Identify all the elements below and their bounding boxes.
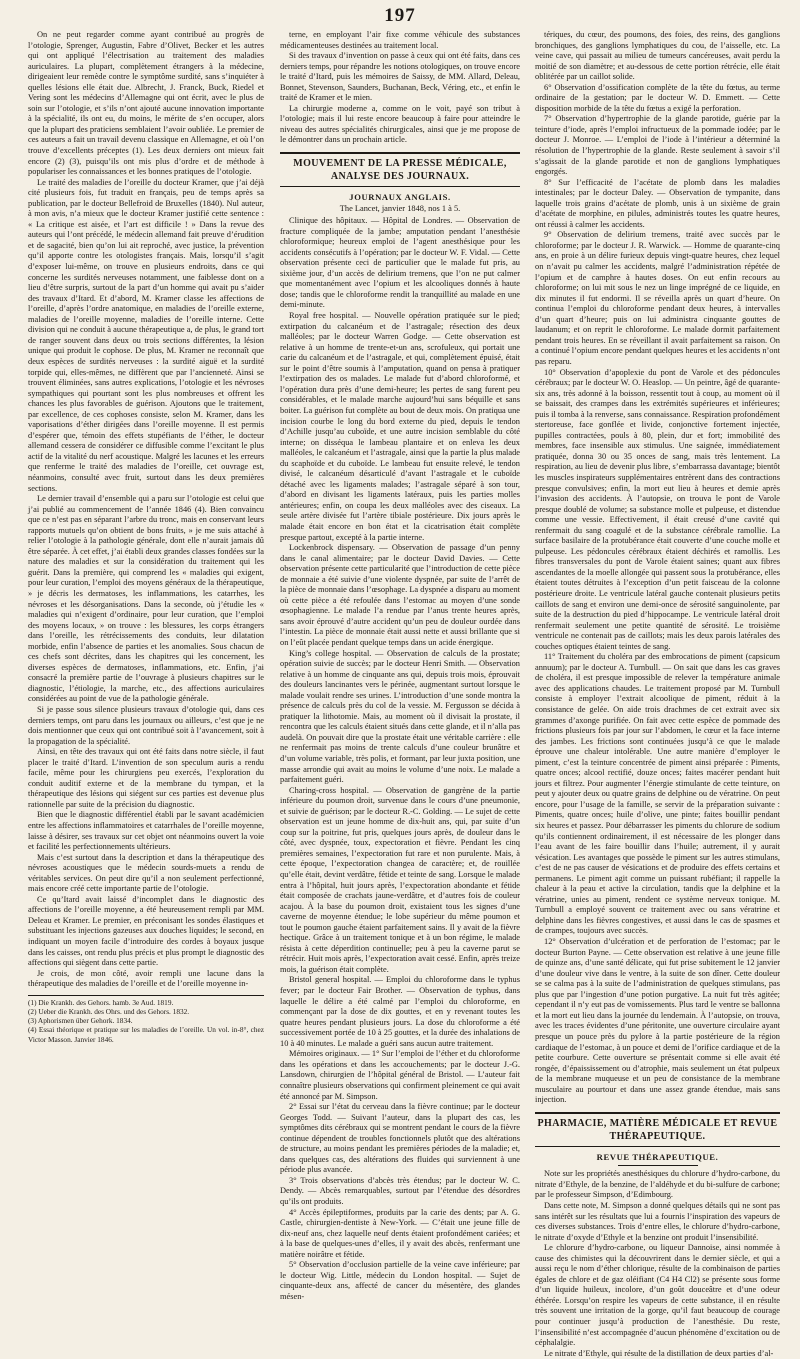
paragraph: 11° Traitement du choléra par des embrocations de piment (capsicum annuum); par le docteur A. Turnbull. — On sait que dans les cas graves de choléra, il est presque impossible de relever la température animale avec des applications chaudes. Le traitement proposé par M. Turnbull consiste à employer l’extrait alcoolique de piment, réduit à la consistance de gelée. On aide trois drachmes de cet extrait avec six grammes d’axonge purifiée. On fait avec cette espèce de pommade des frictions plusieurs fois par jour sur l’abdomen, le cœur et la face interne des jambes. Les frictions sont continuées jusqu’à ce que le malade éprouve une chaleur intolérable. Une autre manière d’employer le piment, c’est la teinture concentrée de piment ainsi préparée : Piments, quatre onces; alcool rectifié, douze onces; faites macérer pendant huit jours et filtrez. Pour augmenter l’énergie stimulante de cette teinture, on peut y ajouter deux ou quatre grains de delphine ou de vératrine. On peut encore, pour l’usage de la famille, se servir de la préparation suivante : Piments, quatre onces; huile d’olive, une pinte; faites bouillir pendant six heures et passez. Pour débarrasser les piments du chlorure de sodium qu’ils contiennent ordinairement, il est nécessaire de les plonger dans l’eau avant de les faire bouillir dans l’huile; autrement, il y aurait vésication. Les avantages que possède le piment sur les autres stimulans, c’est de ne pas causer de vésications et de produire des effets certains et permanens. Le piment agit comme un puissant rubéfiant; il rappelle la chaleur à la peau et active la circulation, tandis que la delphine et la vératrine, unies au piment, rendent ce système nerveux tonique. M. Turnbull a employé souvent ce traitement avec ou sans vératrine et delphine dans les fièvres congestives, et aussi dans le cas de spasmes et de crampes, toujours avec succès.	[535, 652, 780, 936]
paragraph: Lockenbrock dispensary. — Observation de passage d’un penny dans le canal alimentaire; par le docteur David Davies. — Cette observation présente cette particularité que l’introduction de cette pièce de monnaie a été suivie d’une violente dyspnée, par suite de l’arrêt de la pièce de monnaie dans l’œsophage. La dyspnée a disparu au moment où cette pièce a été refoulée dans l’estomac au moyen d’une sonde œsophagienne. Le malade l’a rendue par l’anus trente heures après, sans avoir éprouvé d’autre accident qu’un peu de douleur ourdée dans l’intestin. La pièce de monnaie était aussi nette et aussi brillante que si on l’eût placée pendant quelque temps dans un acide énergique.	[280, 543, 520, 647]
footnote: (1) Die Krankh. des Gehors. hamb. 3e Aud. 1819.	[28, 997, 174, 1007]
paragraph: tériques, du cœur, des poumons, des foies, des reins, des ganglions bronchiques, des ganglions lymphatiques du cou, de l’aisselle, etc. La veine cave, qui passait au milieu de tumeurs cancéreuses, avait perdu la moitié de son diamètre; et au-dessous de cette portion rétrécie, elle était oblitérée par un caillot solide.	[535, 30, 780, 82]
paragraph: La chirurgie moderne a, comme on le voit, payé son tribut à l’otologie; mais il lui reste encore beaucoup à faire pour atteindre le niveau des autres spécialités chirurgicales, ainsi que je me propose de le démontrer dans un prochain article.	[280, 103, 520, 145]
paragraph: Le dernier travail d’ensemble qui a paru sur l’otologie est celui que j’ai publié au commencement de l’année 1846 (4). Bien convaincu que ce n’est pas en séparant l’arbre du tronc, mais en conservant leurs rapports mutuels qu’on obtient de bons fruits, » je me suis attaché à relier l’otologie à la pathologie générale, dont elle n’aurait jamais dû être séparée. À cet effet, j’ai établi deux grandes classes fondées sur la nature des maladies et sur la considération du traitement qui les guérit. Dans la première, qui comprend les « maladies qui exigent, pour leur curation, l’emploi des moyens généraux de la thérapeutique, » je décris les dermatoses, les inflammations, les catarrhes, les névroses et les désorganisations. Dans la seconde, où j’étudie les « maladies qui n’exigent d’ordinaire, pour leur curation, que l’emploi des moyens locaux, » on trouve : les blessures, les corps étrangers dans l’oreille, les rétrécissements des conduits, leur dilatation morbide, enfin l’absence de parties et les anomalies. Sous chacun de ces chefs sont décrites, dans les chapitres qui les concernent, les diverses espèces de dermatoses, inflammations, etc. Enfin, j’ai consacré la première partie de l’ouvrage à plusieurs chapitres sur le diagnostic, l’étiologie, la marche, etc., des affections auriculaires considérées au point de vue de la pathologie générale.	[28, 494, 264, 704]
paragraph: Si je passe sous silence plusieurs travaux d’otologie qui, dans ces derniers temps, ont paru dans les journaux ou ailleurs, c’est que je ne dois mentionner que ceux qui ont contribué soit à l’avancement, soit à la propagation de la spécialité.	[28, 705, 264, 746]
paragraph: Note sur les propriétés anesthésiques du chlorure d’hydro-carbone, du nitrate d’Ethyle, de la benzine, de l’aldéhyde et du bi-sulfure de carbone; par le professeur Simpson, d’Edimbourg.	[535, 1169, 780, 1200]
paragraph: Ce qu’Itard avait laissé d’incomplet dans le diagnostic des affections de l’oreille moyenne, a été heureusement rempli par MM. Deleau et Kramer. Le premier, en préconisant les sondes élastiques et substituant les injections gazeuses aux douches liquides; le second, en indiquant un moyen facile d’introduire des cordes à boyaux jusque dans les caisses, ont rendu plus précis et plus prompt le diagnostic des affections qui siègent dans cette partie.	[28, 894, 264, 968]
footnote: (2) Ueber die Krankh. des Ohrs. und des Gehors. 1832.	[28, 1006, 190, 1016]
paragraph: Le chlorure d’hydro-carbone, ou liqueur Dannoise, ainsi nommée à cause des chimistes qui la découvrirent dans le dernier siècle, et qui a aussi reçu le nom d’éther chlorique, résulte de la combinaison de parties égales de chlore et de gaz oléifiant (C4 H4 Cl2) se présente sous forme d’un liquide huileux, incolore, d’un goût douceâtre et d’une odeur éthérée. Lorsqu’on respire les vapeurs de cette substance, il en résulte très souvent une irritation de la gorge, qu’il faut beaucoup de courage pour continuer jusqu’à production de l’anesthésie. Du reste, l’insensibilité n’est accompagnée d’aucun phénomène d’excitation ou de céphalalgie.	[535, 1243, 780, 1348]
paragraph: Bristol general hospital. — Emploi du chloroforme dans le typhus fever; par le docteur Fair Brother. — Observation de typhus, dans laquelle le délire a été calmé par l’emploi du chloroforme, en commençant par la dose de dix gouttes, et en y revenant toutes les quatre heures pendant plusieurs jours. La dose du chloroforme a été successivement portée de 10 à 25 gouttes, et la durée des inhalations de 10 à 40 minutes. Le malade a guéri sans aucun autre traitement.	[280, 975, 520, 1048]
paragraph: 7° Observation d’hypertrophie de la glande parotide, guérie par la teinture d’iode, après l’emploi infructueux de la pommade iodée; par le docteur J. Monroe. — L’emploi de l’iode à l’intérieur a déterminé la résolution de l’hypertrophie de la glande. Reste seulement à savoir s’il s’agissait de la glande parotide et non de ganglions lymphatiques engorgés.	[535, 114, 780, 177]
paragraph: 10° Observation d’apoplexie du pont de Varole et des pédoncules cérébraux; par le docteur W. O. Heaslop. — Un peintre, âgé de quarante-six ans, très adonné à la boisson, ressentit tout à coup, au moment où il se baissait, des crampes dans les extrémités supérieures et inférieures; puis il tomba à la renverse, sans connaissance. Respiration profondément stertoreuse, face gonflée et livide, conjonctive fortement injectée, pupilles contractées, pouls à 80, plein, dur et fort; immobilité des membres, face insensible aux stimulus. Une saignée, immédiatement pratiquée, donna 30 ou 35 onces de sang, mais très lentement. La respiration, au lieu de devenir plus libre, s’embarrassa davantage; bientôt les muscles inspirateurs supplémentaires entrèrent dans des contractions presque convulsives; enfin, la mort eut lieu à heures et demie après l’invasion des accidents. À l’autopsie, on trouva le pont de Varole presque doublé de volume; sa substance molle et pulpeuse, et distendue comme une vessie. Effectivement, il était creusé d’une cavité qui renfermait du sang coagulé et de la substance cérébrale ramollie. La surface basilaire de la protubérance était couverte d’une couche molle et pulpeuse. Les pédoncules cérébraux étaient déchirés et ramollis. Les fibres transversales du pont de Varole étaient saines; quant aux fibres ascendantes de la moelle allongée qui passent sous la protubérance, elles étaient toutes détruites à l’exception d’un petit faisceau de la colonne postérieure droite. Le ventricule latéral gauche contenait plusieurs petits caillots de sang et environ une demi-once de sérosité sanguinolente, par suite de la destruction du pied d’hippocampe. Le ventricule latéral droit renfermait seulement une petite quantité de sérosité. Le troisième ventricule ne contenait pas de caillots; mais les deux parois latérales des couches optiques étaient teintes de sang.	[535, 367, 780, 651]
paragraph: Royal free hospital. — Nouvelle opération pratiquée sur le pied; extirpation du calcanéum et de l’astragale; résection des deux malléoles; par le docteur Warren Godge. — Cette observation est relative à un homme de trente-et-un ans, scrofuleux, qui portait une carie du calcanéum et de l’astragale, et qui, complètement épuisé, était sur le point d’être soumis à l’amputation, quand on pensa à pratiquer l’extirpation des os malades. Le malade fut d’abord chloroformé, et l’opération dura près d’une demi-heure; les pertes de sang furent peu considérables, et le malade marche aujourd’hui sans béquille et sans boiter. La guérison fut complète au bout de deux mois. On pratiqua une incision courbe le long du bord externe du pied, depuis le tendon d’Achille jusqu’au cuboïde, et une autre incision semblable du côté interne; on disséqua le lambeau plantaire et on enleva les deux malléoles, le calcanéum et l’astragale, ainsi que la partie la plus malade du scaphoïde et du cuboïde. Le lambeau fut ensuite relevé, le tendon divisé, le calcanéum désarticulé d’avant l’astragale et le cuboïde détaché avec les ligaments malades; l’astragale séparé à son tour, d’abord en divisant les ligaments latéraux, puis les parties molles antérieures; enfin, on coupa les deux malléoles avec des ciseaux. La seule artère divisée fut l’artère tibiale postérieure. Dix jours après le malade était encore en bon état et la cicatrisation était complète presque partout, excepté à la partie interne.	[280, 311, 520, 542]
column-middle	[280, 30, 520, 1301]
paragraph: Je crois, de mon côté, avoir rempli une lacune dans la thérapeutique des maladies de l’oreille et de l’oreille moyenne in-	[28, 968, 264, 989]
footnote: (3) Aphorismen über Gehork. 1834.	[28, 1016, 133, 1026]
footnote: (4) Essai théorique et pratique sur les maladies de l’oreille. Un vol. in-8°, chez Victor Masson. Janvier 1846.	[28, 1025, 264, 1044]
paragraph: Bien que le diagnostic différentiel établi par le savant académicien entre les affections inflammatoires et catarrhales de l’oreille moyenne, laisse à désirer, ses travaux sur cet objet ont néanmoins ouvert la voie et facilité les perfectionnements ultérieurs.	[28, 810, 264, 852]
paragraph: Ainsi, en tête des travaux qui ont été faits dans notre siècle, il faut placer le traité d’Itard. L’invention de son speculum auris a rendu facile, même pour les chirurgiens peu exercés, l’exploration du conduit auditif externe et de la membrane du tympan, et la thérapeutique des lésions qui siégent sur ces parties est devenue plus rationnelle par suite de la précision du diagnostic.	[28, 747, 264, 809]
paragraph: Dans cette note, M. Simpson a donné quelques détails qui ne sont pas sans intérêt sur les résultats que lui a fournis l’inspiration des vapeurs de ces diverses substances. Trois d’entre elles, le chlorure d’hydro-carbone, le nitrate d’oxyde d’Ethyle et la benzine ont produit l’insensibilité.	[535, 1200, 780, 1242]
paragraph: Le traité des maladies de l’oreille du docteur Kramer, que j’ai déjà cité plusieurs fois, fut traduit en français, peu de temps après sa publication, par le docteur Bellefroid de Bruxelles (1840). Nul auteur, à mon avis, n’a mieux que le docteur Kramer justifié cette sentence : « La critique est aisée, et l’art est difficile ! » Dans la revue des auteurs qui l’ont précédé, le médecin allemand fait preuve d’érudition et de sagacité, bien qu’on lui ait reproché, avec justice, la prévention qu’il apporte contre les otologistes français. Mais, lorsqu’il s’agit d’exposer lui-même, on trouve en plusieurs endroits, dans ce qui concerne les surdités nerveuses notamment, une faiblesse dont on a lieu d’être surpris, surtout de la part d’un homme qui avait pu s’aider des travaux d’Itard. Et d’abord, M. Kramer classe les affections de l’oreille, d’après l’ordre anatomique, en maladies de l’oreille externe, maladies de l’oreille moyenne, maladies de l’oreille interne. Cette division qui ne conduit à aucune thérapeutique a, de plus, le grand tort de ranger souvent dans deux ou trois sections différentes, la lésion unique qui produit le cophose. De plus, M. Kramer ne reconnaît que deux espèces de surdités nerveuses : la surdité aiguë et la surdité torpide qui, elles-mêmes, ne diffèrent que par l’ancienneté. Ainsi se trouvent éliminées, sans autres explications, l’otologie et les névroses sympathiques qui pourtant sont les plus nombreuses et offrent les chances les plus favorables de guérison. Ajoutons que le traitement, par excellence, de ces cophoses consiste, selon M. Kramer, dans les vaporisations d’éther dirigées dans l’oreille moyenne. Il est permis d’espérer que, témoin des effets stupéfiants de l’éther, le docteur allemand cessera de considérer ce diffusible comme l’excitant le plus actif de la vitalité du nerf acoustique. Malgré les lacunes et les erreurs que renferme le traité des maladies de l’oreille, cet ouvrage est, néanmoins, consulté avec fruit, surtout dans les deux premières sections.	[28, 177, 264, 493]
paragraph: On ne peut regarder comme ayant contribué au progrès de l’otologie, Sprenger, Augustin, Fabre d’Olivet, Becker et les autres qui ont appliqué l’électrisation au traitement des maladies auriculaires. La plupart, complètement étrangers à la médecine, dirigeaient leur remède contre le symptôme surdité, sans s’inquiéter à quelles lésions elle était due. Albrecht, J. Franck, Buck, Riedel et Vering sont les médecins d’Allemagne qui ont écrit, avec le plus de soin sur l’otologie, et s’ils n’ont ajouté aucune innovation importante à la spécialité, ils ont eu, du moins, le mérite de s’en occuper, alors que la plupart des praticiens semblaient l’avoir oubliée. Le premier de ces auteurs a fait un travail devenu classique en Allemagne, et où l’on trouve d’excellents préceptes (1). Les deux derniers ont mieux fait encore (2) (3), puisqu’ils ont mis plus d’ordre et de méthode à populariser les connaissances et les bonnes pratiques de l’otologie.	[28, 30, 264, 177]
paragraph: 5° Observation d’occlusion partielle de la veine cave inférieure; par le docteur Wig. Little, médecin du London hospital. — Sujet de cinquante-deux ans, affecté de cancer du mésentère, des glandes mésen-	[280, 1260, 520, 1301]
paragraph: Le nitrate d’Ethyle, qui résulte de la distillation de deux parties d’al-	[544, 1348, 774, 1358]
revue-therapeutique-body	[535, 1169, 780, 1359]
paragraph: 3° Trois observations d’abcès très étendus; par le docteur W. C. Dendy. — Abcès remarquables, surtout par l’étendue des désordres qu’ils ont produits.	[280, 1175, 520, 1206]
column-left	[28, 30, 264, 1120]
journal-abstracts	[280, 216, 520, 1302]
column-right	[535, 30, 780, 1358]
section-title-pharmacie: PHARMACIE, MATIÈRE MÉDICALE ET REVUE THÉRAPEUTIQUE.	[535, 1112, 780, 1147]
article-otologie-body	[28, 30, 264, 990]
footnotes	[28, 995, 264, 1044]
paragraph: Clinique des hôpitaux. — Hôpital de Londres. — Observation de fracture compliquée de la jambe; amputation pendant l’anesthésie chloroformique; heureux emploi de l’agent anesthésique pour les accidents consécutifs à l’opération; par le docteur W. F. Vidal. — Cette observation présente ceci de particulier que le malade fut pris, au sixième jour, d’un accès de delirium tremens, que l’on ne put calmer que momentanément avec l’opium et les alcooliques donnés à haute dose; tandis que le chloroforme rendit la tranquillité au malade en une demi-minute.	[280, 216, 520, 310]
subsection-title-revue-therapeutique: REVUE THÉRAPEUTIQUE.	[596, 1151, 719, 1162]
paragraph: Mémoires originaux. — 1° Sur l’emploi de l’éther et du chloroforme dans les opérations et dans les accouchements; par le docteur J.-G. Lansdown, chirurgien de l’hôpital général de Bristol. — L’auteur fait connaître plusieurs observations qui confirment pleinement ce qui avait été annoncé par M. Simpson.	[280, 1049, 520, 1101]
journal-source: The Lancet, janvier 1848, nos 1 à 5.	[339, 203, 461, 213]
paragraph: 8° Sur l’efficacité de l’acétate de plomb dans les maladies intestinales; par le docteur Daley. — Observation de tympanite, dans laquelle trois grains d’acétate de plomb, unis à un sixième de grain d’acétate de morphine, en pilules, administrés toutes les quatre heures, ont réussi à calmer les accidents.	[535, 177, 780, 229]
paragraph: 2° Essai sur l’état du cerveau dans la fièvre continue; par le docteur Georges Todd. — Suivant l’auteur, dans la plupart des cas, les symptômes dits cérébraux qui se montrent pendant le cours de la fièvre continue dépendent de troubles fonctionnels plutôt que des altérations de structure, au moins pendant les premières périodes de la maladie; et, dans quelques cas, des altérations des fluides qui surviennent à une période plus avancée.	[280, 1102, 520, 1175]
paragraph: Mais c’est surtout dans la description et dans la thérapeutique des névroses acoustiques que le médecin sourds-muets a rendu de véritables services. On peut dire qu’il a non seulement perfectionné, mais encore créé cette importante partie de l’otologie.	[28, 852, 264, 894]
paragraph: 4° Accès épileptiformes, produits par la carie des dents; par A. G. Castle, chirurgien-dentiste à New-York. — C’était une jeune fille de dix-neuf ans, chez laquelle neuf dents étaient profondément cariées; et à la base de quelques-unes d’elles, il y avait des abcès, renfermant une matière noirâtre et fétide.	[280, 1207, 520, 1259]
paragraph: King’s college hospital. — Observation de calculs de la prostate; opération suivie de succès; par le docteur Henri Smith. — Observation relative à un homme de cinquante ans qui, depuis trois mois, éprouvait des douleurs lancinantes vers le périnée, augmentant surtout lorsque le malade voulait rendre ses urines. L’introduction d’une sonde montra la présence de calculs près du col de la vessie. M. Fergusson se décida à pratiquer la lithotomie. Mais, au moment où il divisait la prostate, il rencontra que les calculs étaient situés dans cette glande, et il n’alla pas audelà. On pouvait dire que la prostate était une véritable carrière : elle ne renfermait pas moins de trente calculs d’une couleur brunâtre et d’un volume variable, très polis, et formant, par leur juxta position, une masse arrondie qui avait au moins le volume d’une noix. Le malade a parfaitement guéri.	[280, 648, 520, 785]
divider	[618, 1165, 698, 1166]
paragraph: Si des travaux d’invention on passe à ceux qui ont été faits, dans ces derniers temps, pour répandre les notions otologiques, on trouve encore le traité d’Itard, puis les mémoires de Saissy, de MM. Allard, Deleau, Bonnet, Stevenson, Saunders, Buchanan, Beck, Véring, etc., et enfin le traité de Kramer et le mien.	[280, 51, 520, 103]
paragraph: 6° Observation d’ossification complète de la tête du fœtus, au terme ordinaire de la gestation; par le docteur W. D. Emmett. — Cette disposition morbide de la tête du fœtus a exigé la perforation.	[535, 82, 780, 113]
section-title-presse-medicale: MOUVEMENT DE LA PRESSE MÉDICALE, ANALYSE DES JOURNAUX.	[280, 152, 520, 187]
paragraph: 9° Observation de delirium tremens, traité avec succès par le chloroforme; par le docteur J. R. Warwick. — Homme de quarante-cinq ans, en proie à un délire furieux depuis vingt-quatre heures, chez lequel on n’avait pu calmer les accidents, malgré l’administration répétée de l’opium et de camphre à hautes doses. On eut enfin recours au chloroforme; on lui mit sous le nez un linge imprégné de ce liquide, en dix minutes il fut endormi. Il se réveilla après un quart d’heure. On continua l’emploi du chloroforme pendant deux heures, à intervalles d’un quart d’heure; puis on lui administra cinquante gouttes de laudanum; et on reprit le chloroforme. Le malade dormit parfaitement pendant trois heures. En se réveillant il avait parfaitement sa raison. On a continué l’opium encore pendant quelques heures et les accidents n’ont pas reparu.	[535, 230, 780, 366]
page-number: 197	[384, 5, 416, 26]
paragraph: terne, en employant l’air fixe comme véhicule des substances médicamenteuses destinées au traitement local.	[280, 30, 520, 50]
paragraph: Charing-cross hospital. — Observation de gangrène de la partie inférieure du poumon droit, survenue dans le cours d’une pneumonie, et suivie de guérison; par le docteur R.-C. Golding. — Le sujet de cette observation est un jeune homme de dix-huit ans, qui, par suite d’un coup sur la poitrine, fut pris, quelques jours après, de douleur dans le côté, avec dyspnée, toux, expectoration et fièvre. Pendant les cinq premières semaines, l’expectoration fut rare et non purulente. Mais, à cette époque, l’expectoration changea de caractère; et, de rouillée qu’elle était, devint verdâtre, fétide et teinte de sang. Lorsque le malade entra à l’hôpital, huit jours après, l’expectoration abondante et fétide était composée de crachats jaune-verdâtre, et d’autres fois de couleur acajou. À la base du poumon droit, existaient tous les signes d’une caverne de moyenne étendue; le lobe supérieur du même poumon et tout le poumon gauche étaient parfaitement sains. Il y avait de la fièvre hectique. Grâce à un traitement tonique et à un bon régime, le malade résista à cette déperdition continuelle; peu à peu la caverne parut se rétrécir. Huit mois après, l’expectoration avait cessé. Enfin, après treize mois, la guérison était complète.	[280, 785, 520, 974]
subsection-title-journaux-anglais: JOURNAUX ANGLAIS.	[349, 192, 451, 203]
article-otologie-conclusion	[280, 30, 520, 146]
paragraph: 12° Observation d’ulcération et de perforation de l’estomac; par le docteur Burton Payne. — Cette observation est relative à une jeune fille de quinze ans, d’une santé délicate, qui fut prise subitement le 12 janvier d’une douleur vive dans le ventre, à la suite de son dîner. Cette douleur se se calma pas à la suite de l’administration de quelques stimulans, pas plus que par l’ingestion d’une potion purgative. La nuit fut très agitée; cependant il n’y eut pas de vomissements. Plus tard le ventre se ballonna et la mort eut lieu dans la journée du lendemain. À l’autopsie, on trouva, avec les traces évidentes d’une péritonite, une ouverture circulaire ayant presque un pouce près du pylore à la partie postérieure de la région cardiaque de l’estomac, à un pouce et demi de l’orifice cardiaque et de la petite courbure. Cette ouverture se présentait comme si elle avait été rongée, d’épaississement ou d’atrophie, mais seulement un état pulpeux de la membrane muqueuse et un peu de consistance de la membrane musculaire au pourtour et dans une assez grande étendue, mais sans injection.	[535, 937, 780, 1105]
journal-abstracts-continued	[535, 30, 780, 1106]
